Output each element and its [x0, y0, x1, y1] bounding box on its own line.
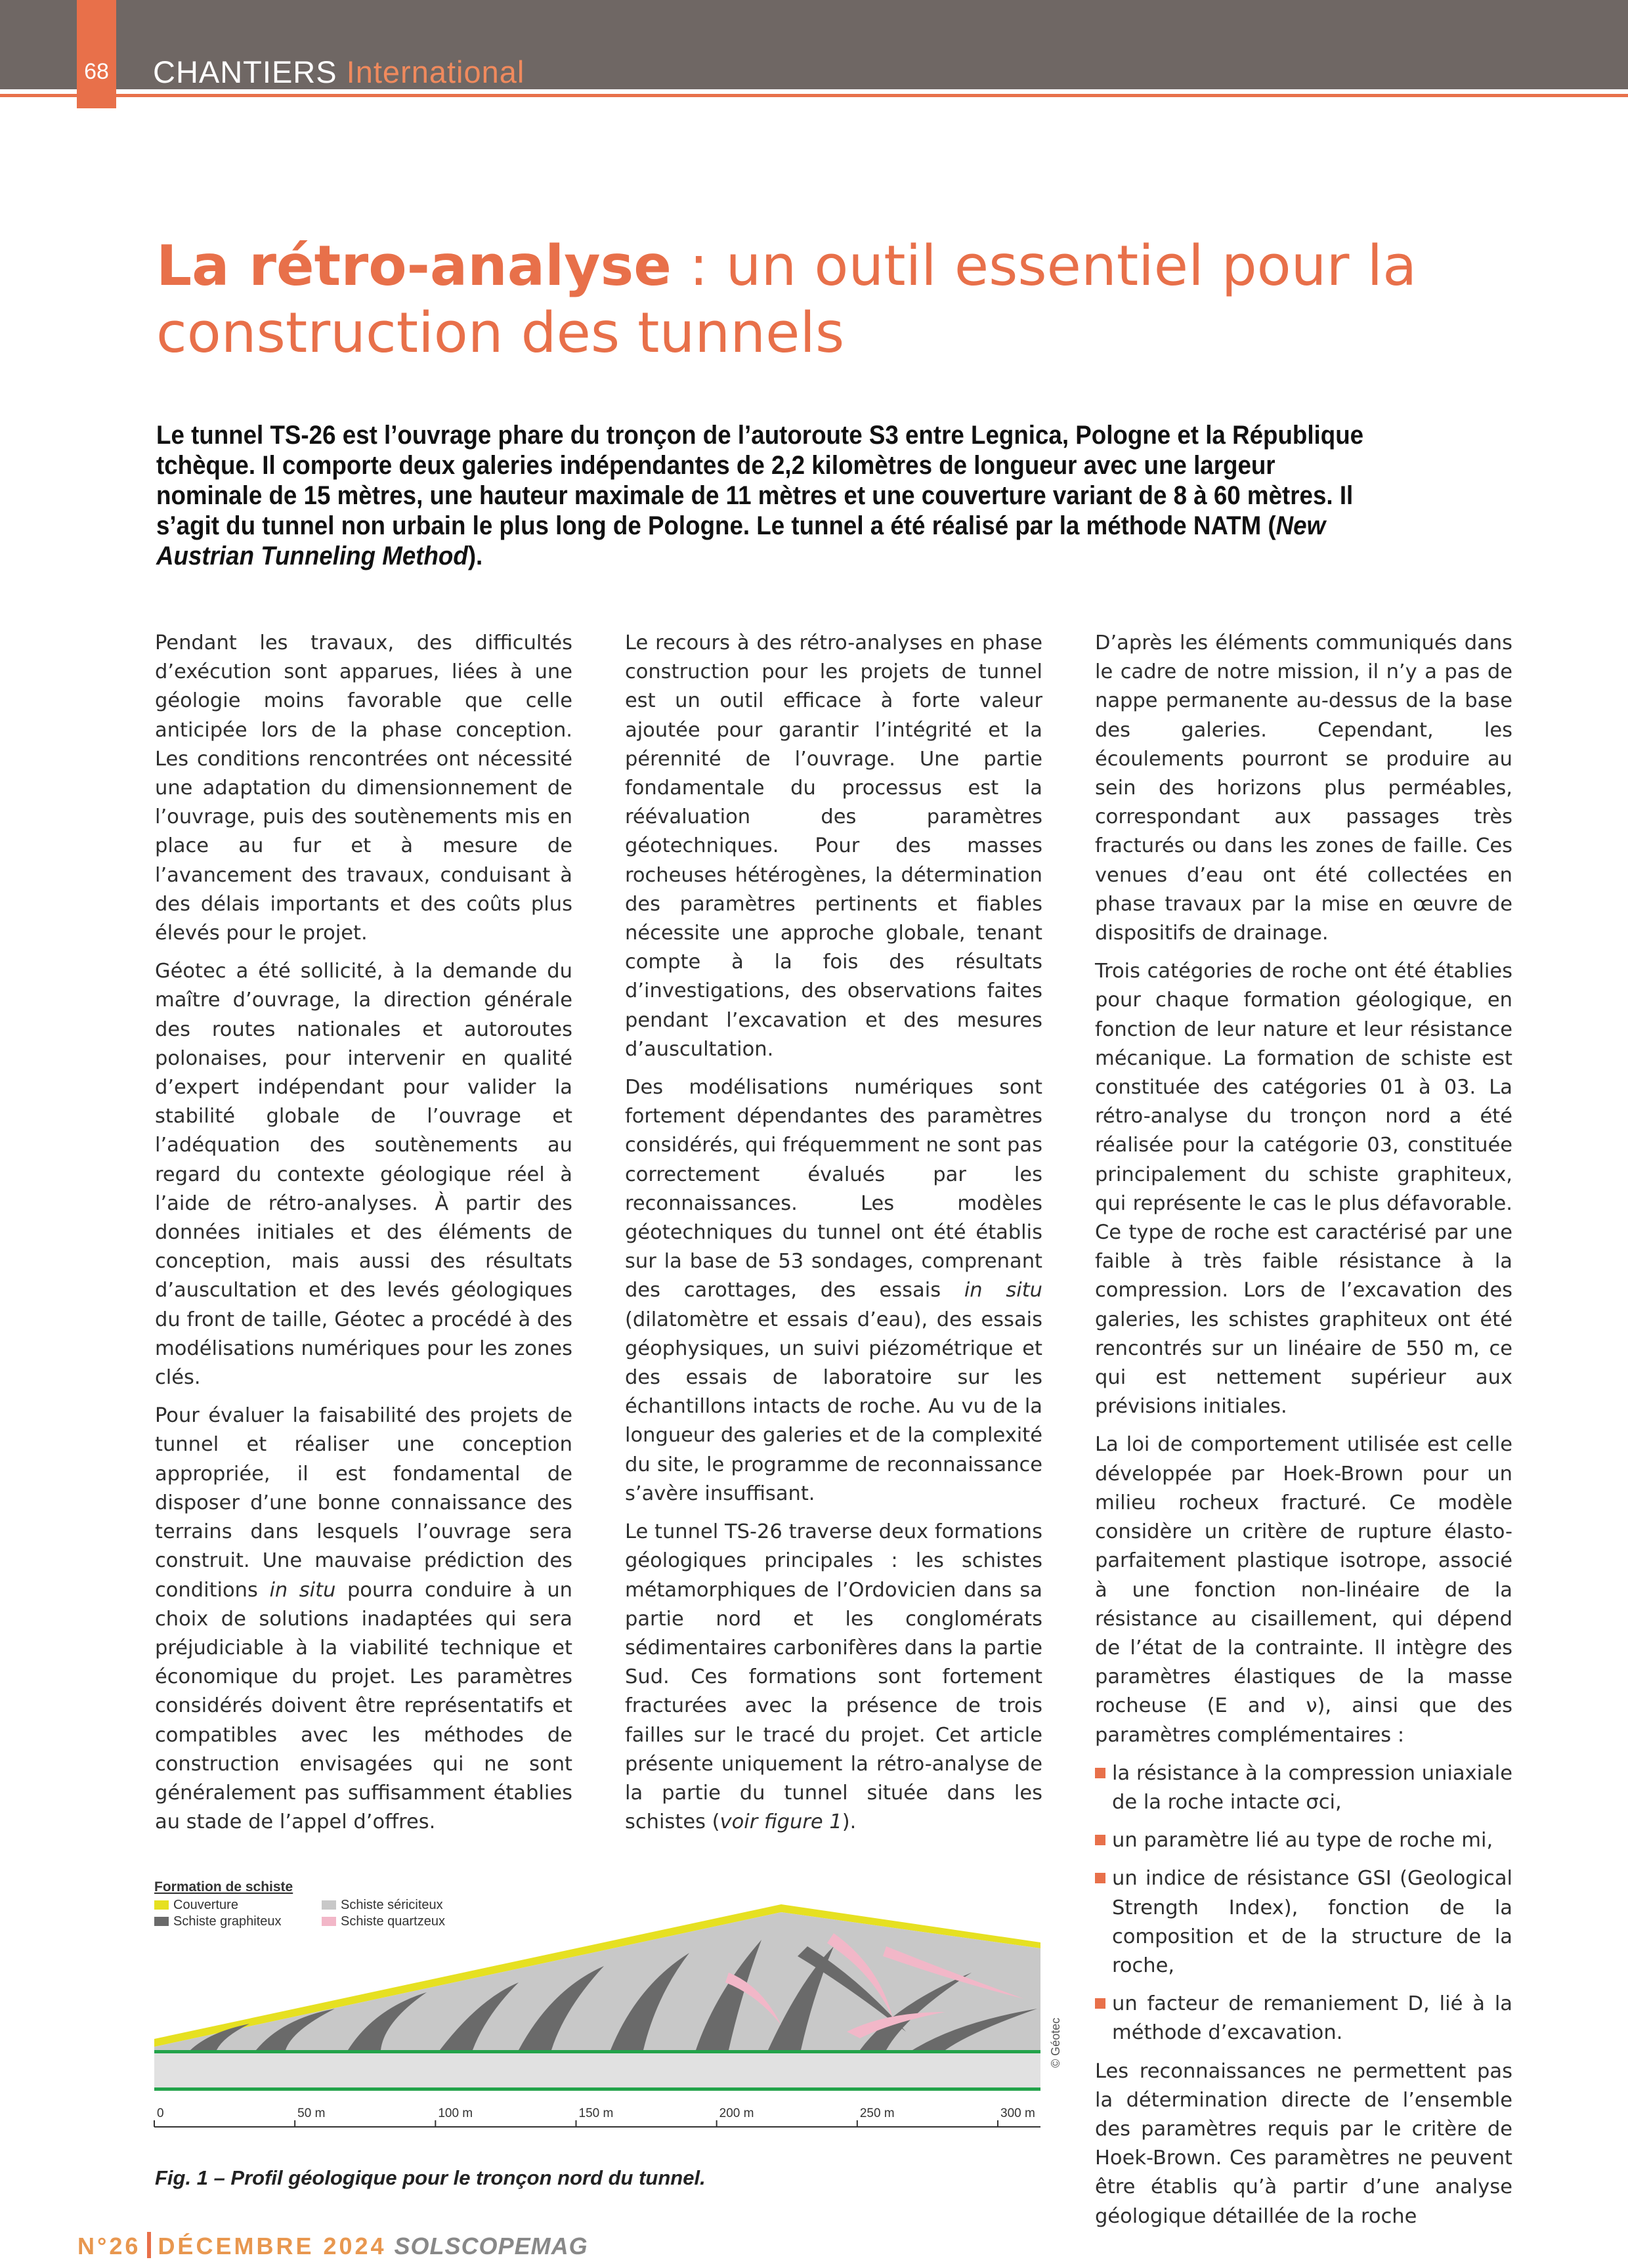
paragraph — [625, 1518, 1042, 1837]
paragraph: D’après les éléments communiqués dans le cadre de notre mission, il n’y a pas de nappe permanente au-dessus de la base des galeries. Cependant, les écoulements pourront se produire au sein des horizons plus perméables, correspondant aux passages très fracturés ou dans les zones de faille. Ces venues d’eau ont été collectées en phase travaux par la mise en œuvre de dispositifs de drainage. — [1095, 631, 1512, 945]
paragraph — [625, 1073, 1042, 1508]
paragraph: La loi de comportement utilisée est celle développée par Hoek-Brown pour un milieu rocheux fracturé. Ce modèle considère un critère de rupture élasto-parfaitement plastique isotrope, associé à une fonction non-linéaire de la résistance au cisaillement, qui dépend de l’état de la contrainte. Il intègre des paramètres élastiques de la masse rocheuse (E and ν), ainsi que des paramètres complémentaires : — [1095, 1433, 1512, 1747]
italic-run: in situ — [269, 1578, 336, 1602]
axis-tick-label: 200 m — [719, 2107, 754, 2120]
axis-ticks — [154, 2107, 1035, 2127]
column-2 — [625, 629, 1042, 1846]
bullet-text: un indice de résistance GSI (Geological Strength Index), fonction de la composition et de la structure de la roche, — [1112, 1867, 1512, 1977]
axis-tick-label: 0 — [157, 2107, 164, 2120]
legend-swatch-quartzeux — [322, 1917, 336, 1926]
bullet-square-icon — [1095, 1998, 1105, 2009]
text-run: (dilatomètre et essais d’eau), des essais géophysiques, un suivi piézométrique et des essais de laboratoire sur les échantillons intacts de roche. Au vu de la longueur des galeries et de la complexité du site, le programme de reconnaissance s’avère insuffisant. — [625, 1308, 1042, 1505]
text-run: Des modélisations numériques sont fortement dépendantes des paramètres considérés, qui fréquemment ne sont pas correctement évalués par les reconnaissances. Les modèles géotechniques du tunnel ont été établis sur la base de 53 sondages, comprenant des carottages, des essais — [625, 1076, 1042, 1302]
paragraph — [155, 1401, 572, 1837]
lead-text: Le tunnel TS-26 est l’ouvrage phare du tronçon de l’autoroute S3 entre Legnica, Pologne et la République tchèque. Il comporte deux galeries indépendantes de 2,2 kilomètres de longueur avec une largeur nominale de 15 mètres, une hauteur maximale de 11 mètres et une couverture variant de 8 à 60 mètres. Il s’agit du tunnel non urbain le plus long de Pologne. Le tunnel a été réalisé par la méthode NATM ( — [156, 421, 1364, 540]
legend-label: Schiste graphiteux — [173, 1914, 282, 1929]
axis-tick-label: 50 m — [297, 2107, 326, 2120]
issue-date: DÉCEMBRE 2024 — [158, 2233, 387, 2259]
bullet-item — [1095, 1759, 1512, 1817]
figure-credit: © Géotec — [1049, 2017, 1062, 2068]
section-title — [153, 54, 525, 90]
bullet-square-icon — [1095, 1768, 1105, 1778]
header-rule — [0, 94, 1628, 97]
figure-reference: voir figure 1 — [719, 1810, 842, 1834]
figure-caption: Fig. 1 – Profil géologique pour le tronçon nord du tunnel. — [155, 2166, 706, 2189]
italic-run: in situ — [964, 1279, 1043, 1302]
bullet-text: un paramètre lié au type de roche mi, — [1112, 1829, 1493, 1852]
magazine-logo: SOLSCOPEMAG — [394, 2233, 588, 2259]
title-bold: La rétro-analyse — [156, 234, 672, 299]
bullet-square-icon — [1095, 1835, 1105, 1845]
article-title — [156, 233, 1502, 367]
legend-swatch-couverture — [154, 1900, 169, 1910]
lead-italic: New Austrian Tunneling Method — [156, 511, 1326, 570]
legend-label: Schiste quartzeux — [341, 1914, 445, 1929]
lead-end: ). — [467, 542, 483, 570]
legend-title: Formation de schiste — [154, 1879, 293, 1894]
issue-number: N°26 — [77, 2233, 141, 2259]
text-run: pourra conduire à un choix de solutions inadaptées qui sera préjudiciable à la viabilité technique et économique du projet. Les paramètres considérés doivent être représentatifs et compatibles avec les méthodes de construction envisagées qui ne sont généralement pas suffisamment établies au stade de l’appel d’offres. — [155, 1578, 572, 1834]
title-rest: : un outil essentiel pour la construction des tunnels — [156, 234, 1417, 366]
legend-swatch-graphiteux — [154, 1917, 169, 1926]
article-lead — [156, 420, 1377, 571]
bullet-item — [1095, 1826, 1512, 1855]
geological-profile-drawing — [151, 1874, 1057, 2163]
tunnel-bottom-line — [154, 2087, 1040, 2091]
axis-tick-label: 300 m — [1000, 2107, 1035, 2120]
axis-tick-label: 150 m — [578, 2107, 614, 2120]
bullet-text: la résistance à la compression uniaxiale de la roche intacte σci, — [1112, 1761, 1512, 1814]
column-1 — [155, 629, 572, 1846]
paragraph: Trois catégories de roche ont été établies pour chaque formation géologique, en fonction de leur nature et leur résistance mécanique. La formation de schiste est constituée des catégories 01 à 03. La rétro-analyse du tronçon nord a été réalisée pour la catégorie 03, constituée principalement du schiste graphiteux, qui représente le cas le plus défavorable. Ce type de roche est caractérisé par une faible à très faible résistance à la compression. Lors de l’excavation des galeries, les schistes graphiteux ont été rencontrés sur un linéaire de 550 m, ce qui est nettement supérieur aux prévisions initiales. — [1095, 960, 1512, 1419]
paragraph: Le recours à des rétro-analyses en phase construction pour les projets de tunnel est un outil efficace à forte valeur ajoutée pour garantir l’intégrité et la pérennité de l’ouvrage. Une partie fondamentale du processus est la réévaluation des paramètres géotechniques. Pour des masses rocheuses hétérogènes, la détermination des paramètres pertinents et fiables nécessite une approche globale, tenant compte à la fois des résultats d’investigations, des observations faites pendant l’excavation et des mesures d’auscultation. — [625, 631, 1042, 1061]
tunnel-top-line — [154, 2050, 1040, 2053]
axis-tick-label: 250 m — [859, 2107, 895, 2120]
paragraph: Les reconnaissances ne permettent pas la détermination directe de l’ensemble des paramètres requis par le critère de Hoek-Brown. Ces paramètres ne peuvent être établis qu’à partir d’une analyse géologique détaillée de la roche — [1095, 2059, 1512, 2228]
section-accent: International — [346, 54, 525, 89]
text-run: ). — [842, 1810, 857, 1834]
paragraph: Pendant les travaux, des difficultés d’exécution sont apparues, liées à une géologie moins favorable que celle anticipée lors de la phase conception. Les conditions rencontrées ont nécessité une adaptation du dimensionnement de l’ouvrage, puis des soutènements mis en place au fur et à mesure de l’avancement des travaux, conduisant à des délais importants et des coûts plus élevés pour le projet. — [155, 631, 572, 945]
text-run: Pour évaluer la faisabilité des projets de tunnel et réaliser une conception appropriée, il est fondamental de disposer d’une bonne connaissance des terrains dans lesquels l’ouvrage sera construit. Une mauvaise prédiction des conditions — [155, 1404, 572, 1602]
bullet-item — [1095, 1990, 1512, 2047]
bullet-square-icon — [1095, 1873, 1105, 1883]
section-name: CHANTIERS — [153, 54, 337, 89]
page-number-tab — [77, 0, 116, 108]
axis-tick-label: 100 m — [438, 2107, 473, 2120]
page-footer — [77, 2232, 588, 2261]
text-run: Le tunnel TS-26 traverse deux formations géologiques principales : les schistes métamorphiques de l’Ordovicien dans sa partie nord et les conglomérats sédimentaires carbonifères dans la partie Sud. Ces formations sont fortement fracturées avec la présence de trois failles sur le tracé du projet. Cet article présente uniquement la rétro-analyse de la partie du tunnel située dans les schistes ( — [625, 1520, 1042, 1834]
bullet-item — [1095, 1864, 1512, 1980]
legend-label: Schiste sériciteux — [341, 1898, 443, 1912]
legend-label: Couverture — [173, 1898, 238, 1912]
footer-separator — [147, 2232, 151, 2258]
legend-swatch-sericiteux — [322, 1900, 336, 1910]
page-number: 68 — [84, 59, 109, 84]
tunnel-body — [154, 2053, 1040, 2087]
column-3 — [1095, 629, 1512, 2240]
bullet-text: un facteur de remaniement D, lié à la méthode d’excavation. — [1112, 1992, 1512, 2045]
paragraph: Géotec a été sollicité, à la demande du maître d’ouvrage, la direction générale des routes nationales et autoroutes polonaises, pour intervenir en qualité d’expert indépendant pour valider la stabilité globale de l’ouvrage et l’adéquation des soutènements au regard du contexte géologique réel à l’aide de rétro-analyses. À partir des données initiales et des éléments de conception, mais aussi des résultats d’auscultation et des levés géologiques du front de taille, Géotec a procédé à des modélisations numériques pour les zones clés. — [155, 960, 572, 1390]
